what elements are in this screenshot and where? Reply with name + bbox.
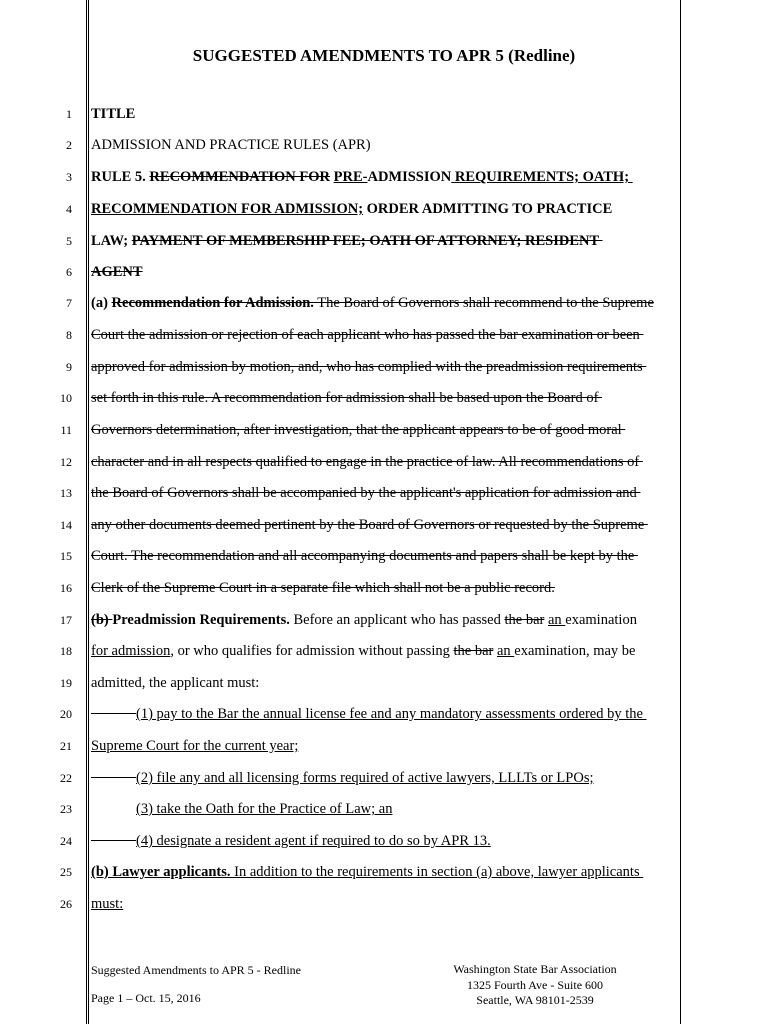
body-line-4: RECOMMENDATION FOR ADMISSION; ORDER ADMITTING TO PRACTICE [91, 201, 613, 217]
body-line-11: Governors determination, after investigation, that the applicant appears to be of good moral [91, 422, 626, 438]
line-number: 8 [66, 328, 72, 342]
body-line-19: admitted, the applicant must: [91, 675, 260, 691]
line-number: 3 [66, 170, 72, 184]
line-number: 24 [60, 834, 72, 848]
body-line-6: AGENT [91, 264, 143, 280]
line-number: 13 [60, 486, 72, 500]
footer-org: Washington State Bar Association [453, 962, 617, 976]
line-number: 14 [60, 518, 72, 532]
line-number: 9 [66, 360, 72, 374]
line-number: 7 [66, 296, 72, 310]
body-line-7: (a) Recommendation for Admission. The Board of Governors shall recommend to the Supreme [91, 295, 654, 311]
footer-address-line2: Seattle, WA 98101-2539 [476, 993, 594, 1007]
left-margin-rule-inner [88, 0, 89, 1024]
left-margin-rule [86, 0, 87, 1024]
body-line-16: Clerk of the Supreme Court in a separate file which shall not be a public record. [91, 580, 555, 596]
line-number: 21 [60, 739, 72, 753]
line-number: 19 [60, 676, 72, 690]
right-margin-rule [680, 0, 681, 1024]
document-title: SUGGESTED AMENDMENTS TO APR 5 (Redline) [192, 46, 576, 65]
line-number: 1 [66, 107, 72, 121]
line-number: 22 [60, 771, 72, 785]
line-number: 20 [60, 707, 72, 721]
body-line-21: Supreme Court for the current year; [91, 738, 299, 754]
line-number: 23 [60, 802, 72, 816]
body-line-8: Court the admission or rejection of each applicant who has passed the bar examination or been [91, 327, 644, 343]
line-number: 11 [60, 423, 72, 437]
line-number: 17 [60, 613, 72, 627]
footer-page-date: Page 1 – Oct. 15, 2016 [91, 991, 201, 1005]
line-number: 25 [60, 865, 72, 879]
line-number: 2 [66, 138, 72, 152]
body-line-22: (2) file any and all licensing forms required of active lawyers, LLLTs or LPOs; [91, 766, 594, 790]
indent-underline [91, 712, 136, 714]
body-line-23: (3) take the Oath for the Practice of Law; an [136, 801, 393, 817]
body-line-17: (b) Preadmission Requirements. Before an applicant who has passed the bar an examination [91, 612, 637, 628]
body-line-25: (b) Lawyer applicants. In addition to the requirements in section (a) above, lawyer applicants [91, 864, 644, 880]
body-line-20: (1) pay to the Bar the annual license fee and any mandatory assessments ordered by the [91, 702, 647, 726]
body-line-3: RULE 5. RECOMMENDATION FOR PRE-ADMISSION REQUIREMENTS; OATH; [91, 169, 633, 185]
body-line-15: Court. The recommendation and all accompanying documents and papers shall be kept by the [91, 548, 638, 564]
line-number: 16 [60, 581, 72, 595]
line-number: 5 [66, 234, 72, 248]
line-number: 15 [60, 549, 72, 563]
footer-address-block [440, 962, 630, 1009]
body-line-9: approved for admission by motion, and, who has complied with the preadmission requirements [91, 359, 647, 375]
line-number: 10 [60, 391, 72, 405]
body-line-10: set forth in this rule. A recommendation for admission shall be based upon the Board of [91, 390, 603, 406]
line-number: 26 [60, 897, 72, 911]
indent-underline [91, 776, 136, 778]
line-number: 12 [60, 455, 72, 469]
body-line-26: must: [91, 896, 124, 912]
footer-doc-title: Suggested Amendments to APR 5 - Redline [91, 963, 301, 977]
body-line-18: for admission, or who qualifies for admission without passing the bar an examination, may be [91, 643, 636, 659]
body-line-14: any other documents deemed pertinent by the Board of Governors or requested by the Supreme [91, 517, 648, 533]
line-number: 18 [60, 644, 72, 658]
line-number: 4 [66, 202, 72, 216]
body-line-13: the Board of Governors shall be accompanied by the applicant's application for admission and [91, 485, 641, 501]
body-line-5: LAW; PAYMENT OF MEMBERSHIP FEE; OATH OF ATTORNEY; RESIDENT [91, 233, 603, 249]
footer-address-line1: 1325 Fourth Ave - Suite 600 [466, 977, 604, 992]
line-number: 6 [66, 265, 72, 279]
indent-underline [91, 839, 136, 841]
body-line-24: (4) designate a resident agent if required to do so by APR 13. [91, 829, 491, 853]
body-line-12: character and in all respects qualified to engage in the practice of law. All recommendations of [91, 454, 643, 470]
body-line-1: TITLE [91, 106, 136, 122]
body-line-2: ADMISSION AND PRACTICE RULES (APR) [91, 137, 371, 153]
